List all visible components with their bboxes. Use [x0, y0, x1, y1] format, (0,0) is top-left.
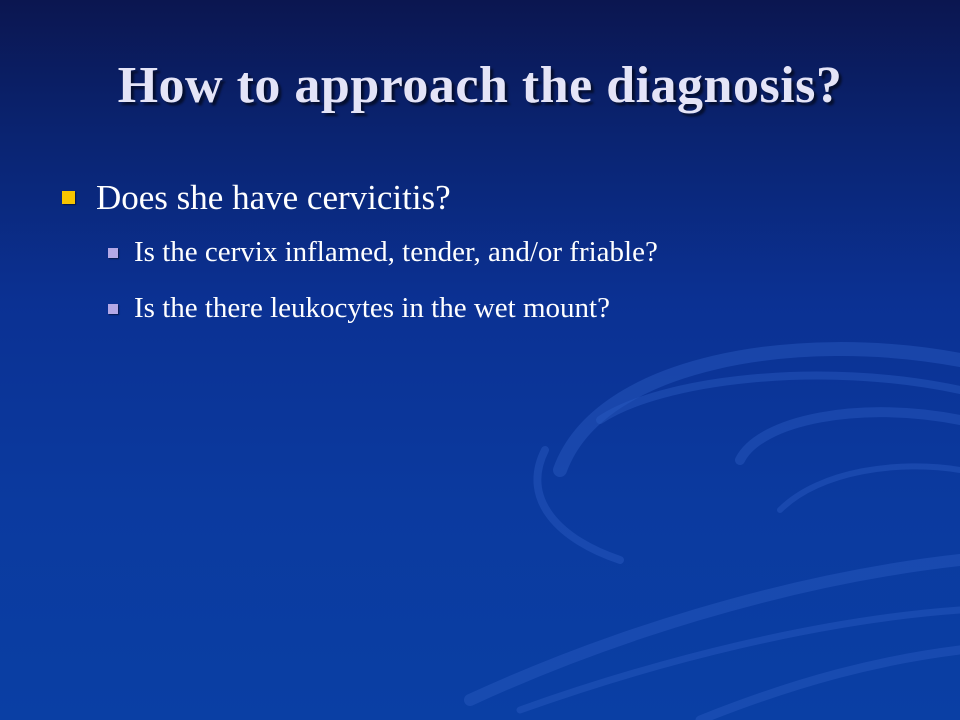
yellow-square-bullet-icon — [62, 191, 75, 204]
slide-content — [60, 176, 920, 346]
bullet-text: Does she have cervicitis? — [96, 178, 451, 217]
sub-bullet-text: Is the there leukocytes in the wet mount? — [134, 292, 610, 324]
lavender-square-bullet-icon — [108, 304, 118, 314]
sub-bullet-list — [106, 234, 920, 326]
bullet-cervicitis-question — [60, 176, 920, 220]
sub-bullet-text: Is the cervix inflamed, tender, and/or friable? — [134, 236, 658, 268]
lavender-square-bullet-icon — [108, 248, 118, 258]
slide-title: How to approach the diagnosis? — [117, 57, 843, 114]
sub-bullet-leukocytes — [106, 290, 920, 326]
sub-bullet-cervix-inflamed — [106, 234, 920, 270]
